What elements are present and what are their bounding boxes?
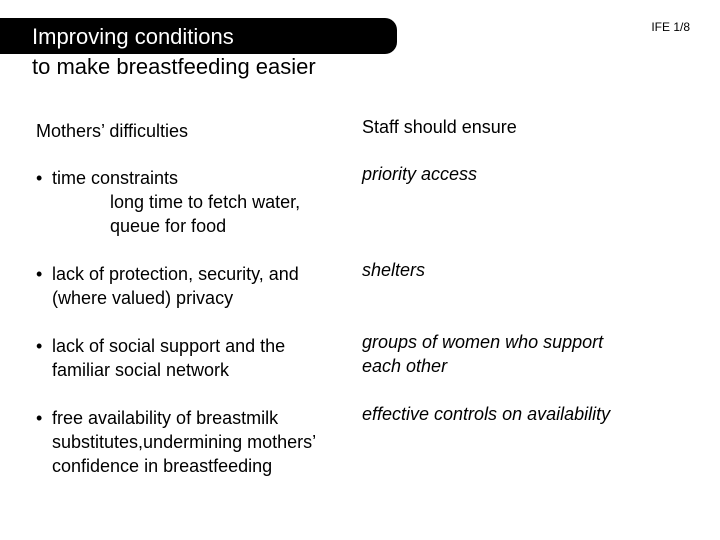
difficulty-item-protection (36, 262, 356, 310)
ensure-item-priority-access (362, 162, 692, 186)
difficulty-item-social-support (36, 334, 356, 382)
difficulty-line (36, 262, 356, 286)
slide-title-line-2: to make breastfeeding easier (32, 54, 316, 79)
difficulty-line: familiar social network (52, 360, 230, 380)
difficulty-text: lack of protection, security, and (52, 264, 299, 284)
bullet-icon: • (36, 408, 43, 428)
column-header-staff-ensure: Staff should ensure (362, 117, 517, 137)
difficulty-item-substitutes (36, 406, 356, 478)
difficulty-line: substitutes,undermining mothers’ (52, 432, 317, 452)
bullet-icon: • (36, 264, 43, 284)
difficulty-line (36, 406, 356, 430)
bullet-icon: • (36, 168, 43, 188)
ensure-item-support-groups (362, 330, 692, 378)
difficulty-line: (where valued) privacy (52, 288, 234, 308)
difficulty-subline: queue for food (110, 216, 227, 236)
column-header-difficulties: Mothers’ difficulties (36, 121, 189, 141)
difficulty-line (36, 334, 356, 358)
ensure-text: groups of women who support (362, 332, 604, 352)
ensure-item-shelters (362, 258, 692, 282)
ensure-item-controls (362, 402, 692, 426)
difficulty-text: time constraints (52, 168, 179, 188)
difficulty-text: lack of social support and the (52, 336, 286, 356)
bullet-icon: • (36, 336, 43, 356)
difficulty-subline: long time to fetch water, (110, 192, 301, 212)
ensure-text: priority access (362, 164, 478, 184)
slide-code: IFE 1/8 (651, 20, 690, 34)
ensure-text: effective controls on availability (362, 404, 611, 424)
difficulty-line (36, 166, 356, 190)
slide-title-line-1: Improving conditions (32, 24, 234, 49)
ensure-text: shelters (362, 260, 426, 280)
ensure-text: each other (362, 356, 448, 376)
difficulty-line: confidence in breastfeeding (52, 456, 273, 476)
difficulty-item-time-constraints (36, 166, 356, 238)
difficulty-text: free availability of breastmilk (52, 408, 279, 428)
